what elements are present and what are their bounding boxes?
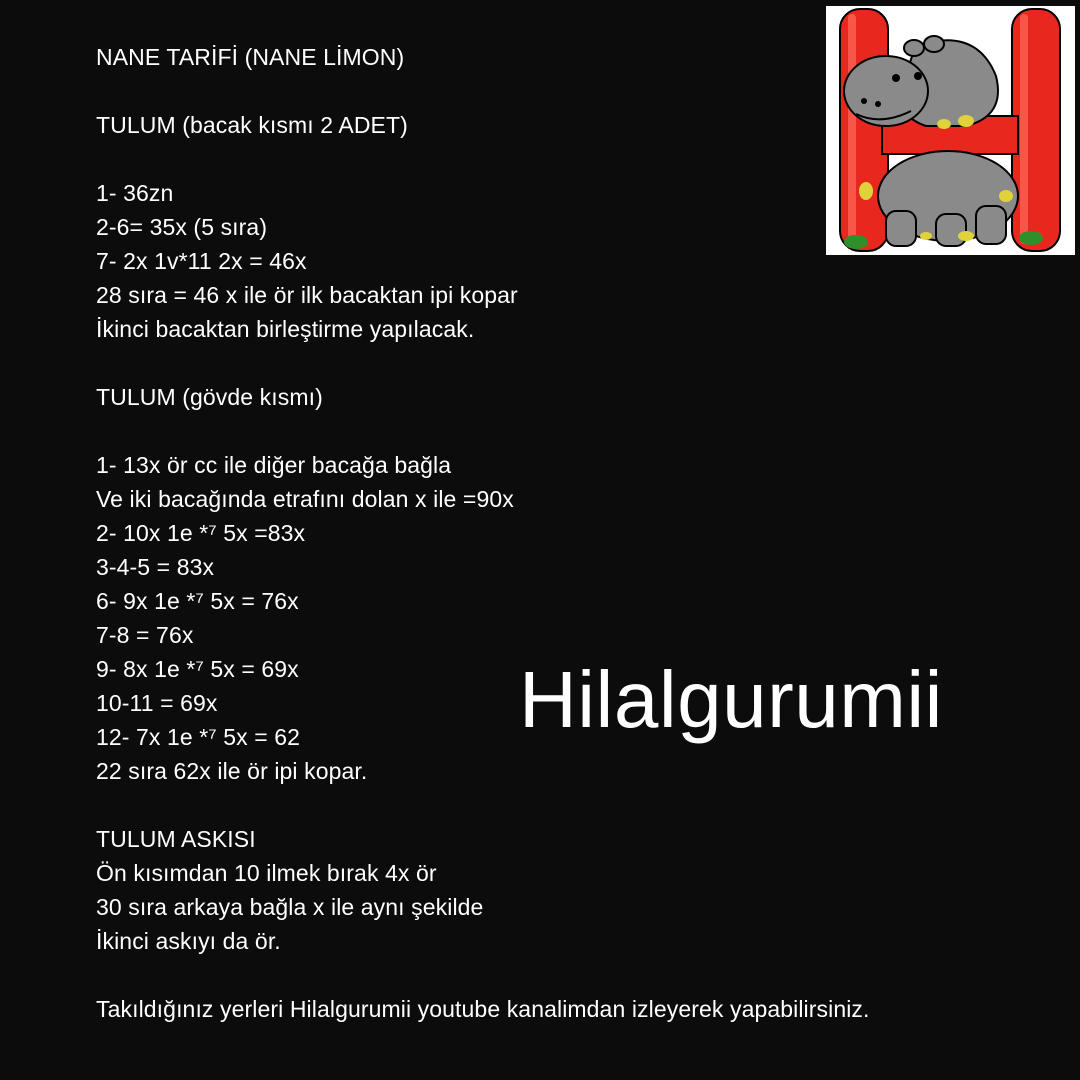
recipe-line: Ön kısımdan 10 ilmek bırak 4x ör <box>96 860 437 886</box>
recipe-line: İkinci bacaktan birleştirme yapılacak. <box>96 316 475 342</box>
watermark-text: Hilalgurumii <box>519 655 943 744</box>
recipe-line: 10-11 = 69x <box>96 690 218 716</box>
section-heading-legs: TULUM (bacak kısmı 2 ADET) <box>96 112 408 138</box>
recipe-line: 1- 36zn <box>96 180 174 206</box>
recipe-line: 9- 8x 1e *⁷ 5x = 69x <box>96 656 299 682</box>
recipe-title: NANE TARİFİ (NANE LİMON) <box>96 44 405 70</box>
spacer <box>96 346 996 380</box>
recipe-line: 2- 10x 1e *⁷ 5x =83x <box>96 520 306 546</box>
section-heading-strap: TULUM ASKISI <box>96 826 256 852</box>
section-heading-body: TULUM (gövde kısmı) <box>96 384 323 410</box>
hippo-letter-h-icon <box>826 6 1075 255</box>
recipe-line: 1- 13x ör cc ile diğer bacağa bağla <box>96 452 452 478</box>
spacer <box>96 788 996 822</box>
spacer <box>96 414 996 448</box>
logo-graphic <box>826 6 1075 255</box>
recipe-line: 3-4-5 = 83x <box>96 554 215 580</box>
recipe-line: 7- 2x 1v*11 2x = 46x <box>96 248 307 274</box>
recipe-line: İkinci askıyı da ör. <box>96 928 281 954</box>
footer-note: Takıldığınız yerleri Hilalgurumii youtube kanalimdan izleyerek yapabilirsiniz. <box>96 996 870 1022</box>
recipe-line: Ve iki bacağında etrafını dolan x ile =90x <box>96 486 514 512</box>
recipe-line: 7-8 = 76x <box>96 622 194 648</box>
recipe-line: 30 sıra arkaya bağla x ile aynı şekilde <box>96 894 484 920</box>
recipe-line: 2-6= 35x (5 sıra) <box>96 214 268 240</box>
spacer <box>96 958 996 992</box>
recipe-line: 22 sıra 62x ile ör ipi kopar. <box>96 758 368 784</box>
recipe-line: 6- 9x 1e *⁷ 5x = 76x <box>96 588 299 614</box>
recipe-line: 12- 7x 1e *⁷ 5x = 62 <box>96 724 301 750</box>
recipe-line: 28 sıra = 46 x ile ör ilk bacaktan ipi kopar <box>96 282 518 308</box>
